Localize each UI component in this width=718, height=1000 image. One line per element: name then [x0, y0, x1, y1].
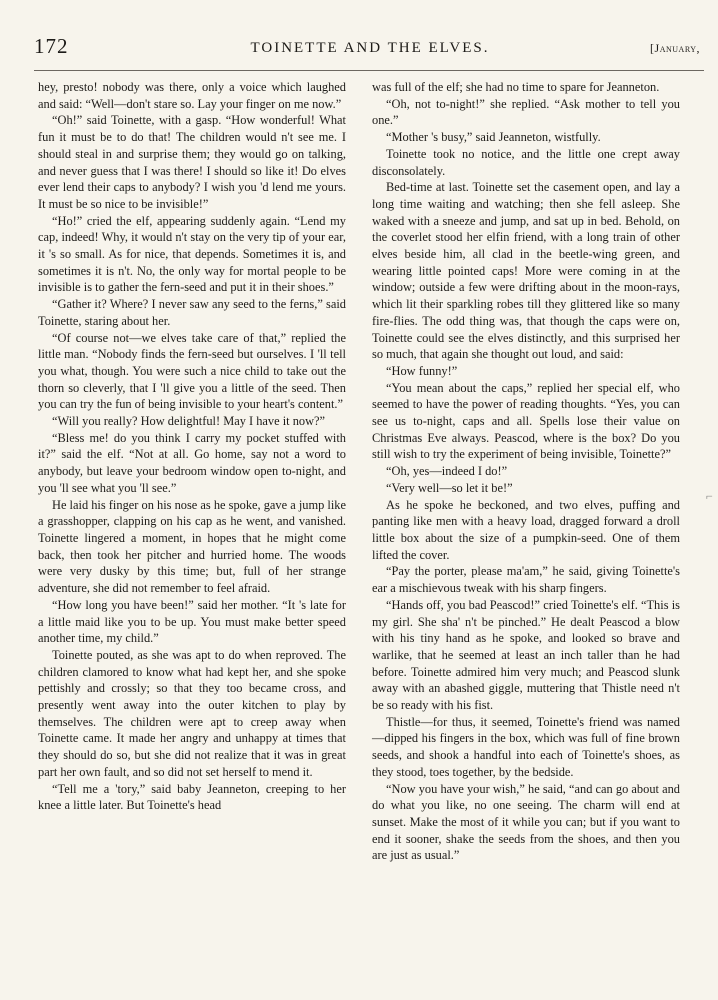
paragraph: “You mean about the caps,” replied her special elf, who seemed to have the power of reading thoughts. “Yes, you can see us to-night, caps and all. Spells lose their value on Christmas Eve always. Peascod, where is the box? Do you still wish to try the experiment of being invisible, Toinette?”: [372, 380, 680, 462]
paragraph: Thistle—for thus, it seemed, Toinette's friend was named—dipped his fingers in the box, which was full of fine brown seeds, and shook a handful into each of Toinette's shoes, as they stood, toes together, by the bedside.: [372, 714, 680, 779]
paragraph: “Very well—so let it be!”: [386, 480, 513, 495]
page-number: 172: [34, 34, 69, 58]
left-column: [38, 79, 346, 814]
paragraph: Toinette took no notice, and the little one crept away disconsolately.: [372, 146, 680, 178]
header-rule: [34, 70, 704, 71]
paragraph: “Oh!” said Toinette, with a gasp. “How wonderful! What fun it must be to do that! The children would n't see me. I should steal in and surprise them; they would go on talking, and never guess that I was there! I should so like it! Do elves ever lend their caps to anybody? I wish you 'd lend me yours. It must be so nice to be invisible!”: [38, 113, 346, 211]
paragraph: “Of course not—we elves take care of that,” replied the little man. “Nobody finds the fern-seed but ourselves. I 'll tell you what, though. You were such a nice child to take out the thorn so cleverly, that I 'll give you a little of the seed. Then you can try the fun of being invisible to your heart's content.”: [38, 330, 346, 412]
paragraph: “How long you have been!” said her mother. “It 's late for a little maid like you to be up. You must make better speed another time, my child.”: [38, 597, 346, 646]
paragraph: “Now you have your wish,” he said, “and can go about and do what you like, no one seeing. The charm will end at sunset. Make the most of it while you can; but if you want to end it sooner, shake the seeds from the shoes, and then you are just as usual.”: [372, 781, 680, 863]
right-column: [372, 79, 680, 864]
paragraph: “Tell me a 'tory,” said baby Jeanneton, creeping to her knee a little later. But Toinette's head: [38, 781, 346, 813]
paragraph: “Mother 's busy,” said Jeanneton, wistfully.: [386, 130, 601, 145]
paragraph: “Ho!” cried the elf, appearing suddenly again. “Lend my cap, indeed! Why, it would n't stay on the very tip of your ear, it 's so small. As for nice, that depends. Sometimes it is, and sometimes it is n't. No, the only way for mortal people to be invisible is to gather the fern-seed and put it in their shoes.”: [38, 213, 346, 295]
paragraph: “How funny!”: [386, 363, 458, 378]
paragraph: “Oh, not to-night!” she replied. “Ask mother to tell you one.”: [372, 96, 680, 128]
paragraph: “Gather it? Where? I never saw any seed to the ferns,” said Toinette, staring about her.: [38, 297, 346, 328]
paragraph: He laid his finger on his nose as he spoke, gave a jump like a grasshopper, clapping on his cap as he went, and vanished. Toinette lingered a moment, in hopes that he might come back, then took her pitcher and hurried home. The woods were very dusky by this time; but, full of her strange adventure, she did not remember to feel afraid.: [38, 497, 346, 596]
paragraph: hey, presto! nobody was there, only a voice which laughed and said: “Well—don't stare so. Lay your finger on me now.”: [38, 80, 346, 111]
paragraph: Bed-time at last. Toinette set the casement open, and lay a long time waiting and watching; then she fell asleep. She waked with a sneeze and jump, and sat up in bed. Behold, on the coverlet stood her elfin friend, with a long train of other elves beside him, all clad in the beetle-wing green, and wearing little pointed caps! More were coming in at the window; outside a few were drifting about in the moon-rays, which lit their sparkling robes till they glittered like so many fire-flies. The odd thing was, that though the caps were on, Toinette could see the elves distinctly, and this surprised her so much, that again she thought out loud, and said:: [372, 180, 680, 362]
paragraph: “Pay the porter, please ma'am,” he said, giving Toinette's ear a mischievous tweak with his sharp fingers.: [372, 564, 680, 596]
paragraph: “Hands off, you bad Peascod!” cried Toinette's elf. “This is my girl. She sha' n't be pinched.” He dealt Peascod a blow with his tiny hand as he spoke, and looked so brave and warlike, that he seemed at least an inch taller than he had before. Toinette admired him very much; and Peascod slunk away with an abashed giggle, muttering that Thistle need n't be so ready with his fist.: [372, 597, 680, 713]
paragraph: “Oh, yes—indeed I do!”: [386, 464, 508, 479]
paragraph: “Will you really? How delightful! May I have it now?”: [52, 414, 326, 429]
running-month: [January,: [650, 41, 700, 55]
paragraph: was full of the elf; she had no time to spare for Jeanneton.: [372, 80, 660, 94]
paragraph: As he spoke he beckoned, and two elves, puffing and panting like men with a heavy load, dragged forward a droll little box about the size of a pumpkin-seed. One of them lifted the cover.: [372, 497, 680, 562]
paragraph: Toinette pouted, as she was apt to do when reproved. The children clamored to know what had kept her, and she spoke pettishly and crossly; so that they too became cross, and presently went away into the outer kitchen to play by themselves. The children were apt to creep away when Toinette came. It made her angry and unhappy at times that they should do so, but she did not realize that it was in great part her own fault, and so did not set herself to mend it.: [38, 647, 346, 779]
running-header: [34, 32, 706, 66]
margin-mark: ⌐: [706, 489, 713, 503]
running-title: TOINETTE AND THE ELVES.: [250, 40, 490, 56]
paragraph: “Bless me! do you think I carry my pocket stuffed with it?” said the elf. “Not at all. Go home, say not a word to anybody, but leave your bedroom window open to-night, and you 'll see what you 'll see.”: [38, 430, 346, 495]
